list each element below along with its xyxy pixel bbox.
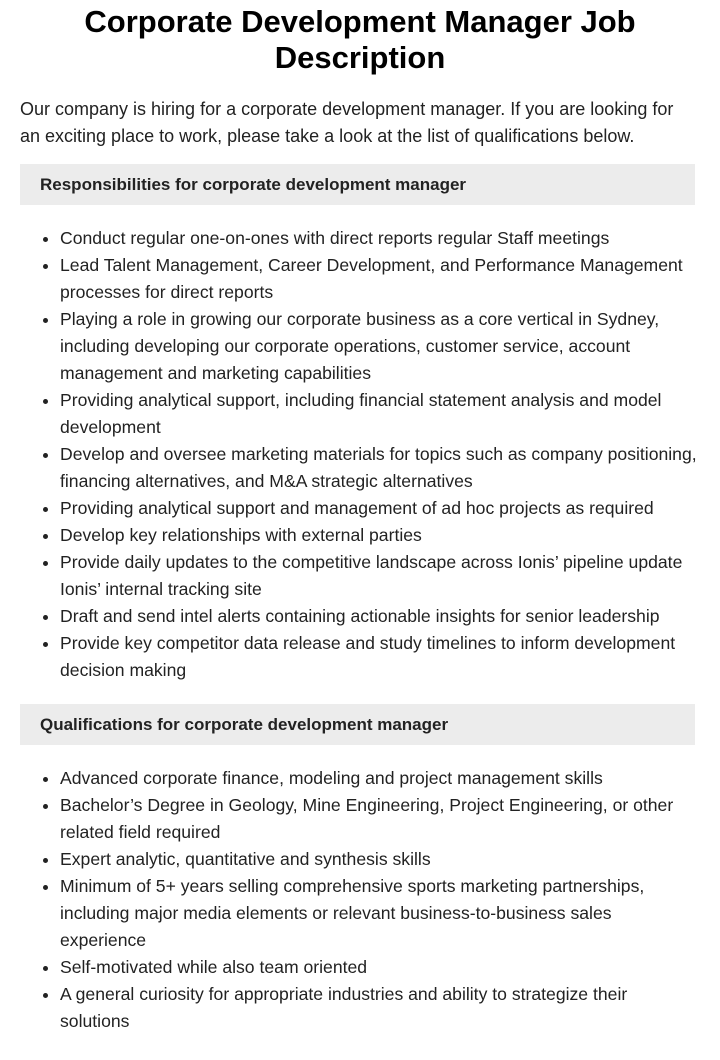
- list-item: • Develop and oversee marketing materials for topics such as company positioning, financing alternatives, and M&A strategic alternatives: [60, 441, 700, 495]
- list-item: • Expert analytic, quantitative and synthesis skills: [60, 846, 700, 873]
- responsibilities-list: [20, 225, 700, 684]
- list-item: • Minimum of 5+ years selling comprehensive sports marketing partnerships, including major media elements or relevant business-to-business sales experience: [60, 873, 700, 954]
- responsibilities-heading: Responsibilities for corporate development manager: [20, 164, 695, 205]
- list-item: • Conduct regular one-on-ones with direct reports regular Staff meetings: [60, 225, 700, 252]
- list-item: • Develop key relationships with external parties: [60, 522, 700, 549]
- intro-text: Our company is hiring for a corporate development manager. If you are looking for an exciting place to work, please take a look at the list of qualifications below.: [20, 99, 674, 146]
- qualifications-list: [20, 765, 700, 1035]
- list-item: • Self-motivated while also team oriented: [60, 954, 700, 981]
- list-item: • Playing a role in growing our corporate business as a core vertical in Sydney, including developing our corporate operations, customer service, account management and marketing capabilities: [60, 306, 700, 387]
- list-item: • Provide daily updates to the competitive landscape across Ionis’ pipeline update Ionis’ internal tracking site: [60, 549, 700, 603]
- list-item: • Advanced corporate finance, modeling and project management skills: [60, 765, 700, 792]
- qualifications-heading: Qualifications for corporate development manager: [20, 704, 695, 745]
- page-title: Corporate Development Manager Job Description: [84, 4, 636, 75]
- list-item: • Providing analytical support, including financial statement analysis and model development: [60, 387, 700, 441]
- list-item: • Providing analytical support and management of ad hoc projects as required: [60, 495, 700, 522]
- list-item: • Lead Talent Management, Career Development, and Performance Management processes for direct reports: [60, 252, 700, 306]
- list-item: • Bachelor’s Degree in Geology, Mine Engineering, Project Engineering, or other related field required: [60, 792, 700, 846]
- list-item: • A general curiosity for appropriate industries and ability to strategize their solutions: [60, 981, 700, 1035]
- list-item: • Draft and send intel alerts containing actionable insights for senior leadership: [60, 603, 700, 630]
- list-item: • Provide key competitor data release and study timelines to inform development decision making: [60, 630, 700, 684]
